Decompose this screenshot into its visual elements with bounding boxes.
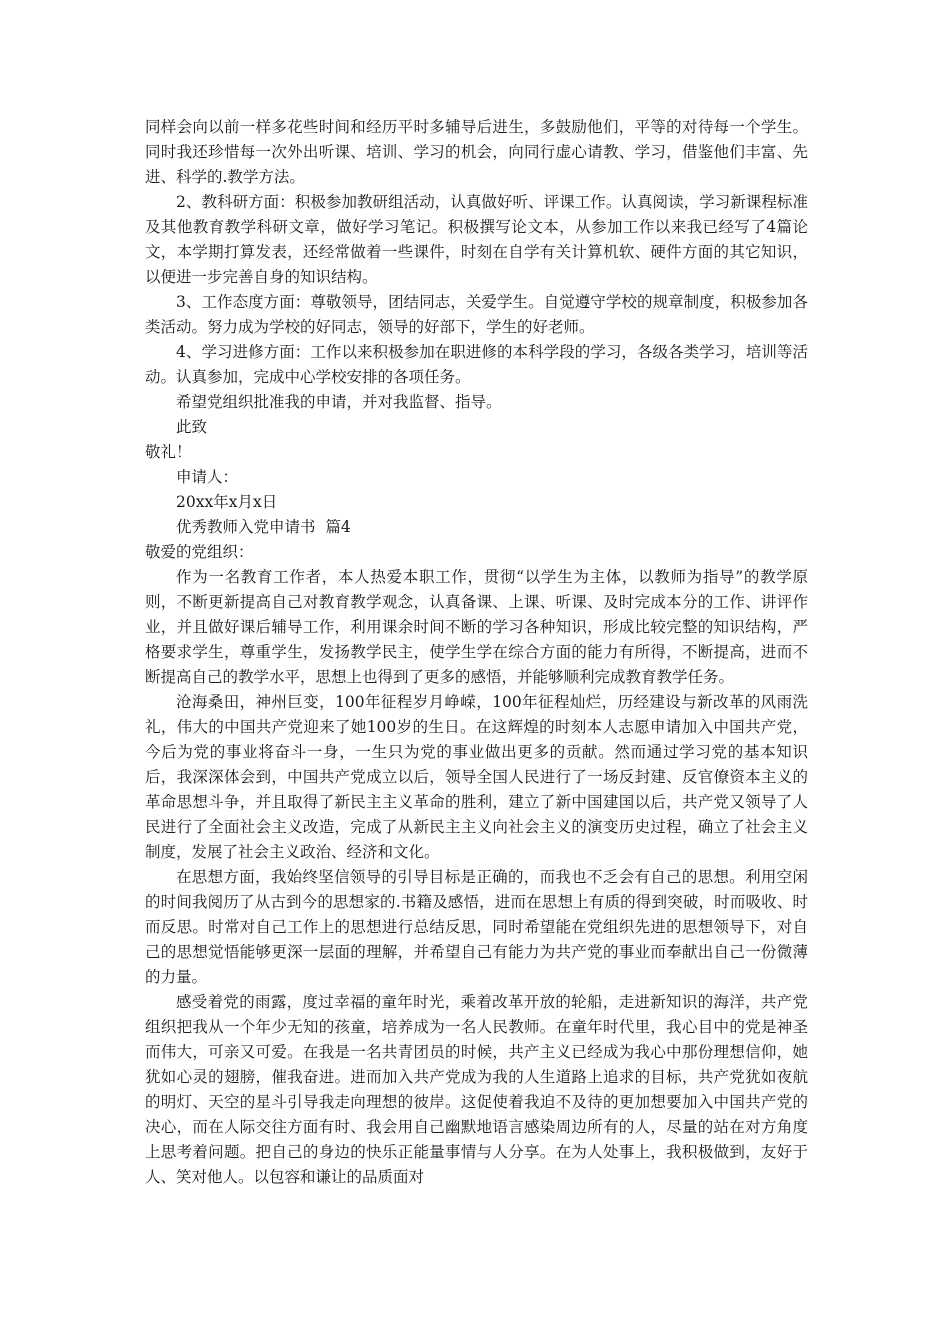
applicant-label: 申请人： (176, 468, 239, 486)
closing-regards: 敬礼！ (145, 443, 192, 461)
paragraph: 2、教科研方面：积极参加教研组活动，认真做好听、评课工作。认真阅读，学习新课程标准及其他教育教学科研文章，做好学习笔记。积极撰写论文本，从参加工作以来我已经写了4篇论文，本学期打算发表，还经常做着一些课件，时刻在自学有关计算机软、硬件方面的其它知识，以便进一步完善自身的知识结构。 (145, 193, 808, 286)
document-body (145, 115, 808, 1190)
paragraph: 感受着党的雨露，度过幸福的童年时光，乘着改革开放的轮船，走进新知识的海洋，共产党组织把我从一个年少无知的孩童，培养成为一名人民教师。在童年时代里，我心目中的党是神圣而伟大，可亲又可爱。在我是一名共青团员的时候，共产主义已经成为我心中那份理想信仰，她犹如心灵的翅膀，催我奋进。进而加入共产党成为我的人生道路上追求的目标，共产党犹如夜航的明灯、天空的星斗引导我走向理想的彼岸。这促使着我迫不及待的更加想要加入中国共产党的决心，而在人际交往方面有时、我会用自己幽默地语言感染周边所有的人，尽量的站在对方角度上思考着问题。把自己的身边的快乐正能量事情与人分享。在为人处事上，我积极做到，友好于人、笑对他人。以包容和谦让的品质面对 (145, 993, 808, 1186)
date-line: 20xx年x月x日 (176, 493, 278, 511)
closing-salutation: 此致 (176, 418, 208, 436)
paragraph: 希望党组织批准我的申请，并对我监督、指导。 (176, 393, 502, 411)
paragraph: 沧海桑田，神州巨变，100年征程岁月峥嵘，100年征程灿烂，历经建设与新改革的风雨洗礼，伟大的中国共产党迎来了她100岁的生日。在这辉煌的时刻本人志愿申请加入中国共产党，今后为党的事业将奋斗一身，一生只为党的事业做出更多的贡献。然而通过学习党的基本知识后，我深深体会到，中国共产党成立以后，领导全国人民进行了一场反封建、反官僚资本主义的革命思想斗争，并且取得了新民主主义革命的胜利，建立了新中国建国以后，共产党又领导了人民进行了全面社会主义改造，完成了从新民主主义向社会主义的演变历史过程，确立了社会主义制度，发展了社会主义政治、经济和文化。 (145, 693, 808, 861)
paragraph: 3、工作态度方面：尊敬领导，团结同志，关爱学生。自觉遵守学校的规章制度，积极参加各类活动。努力成为学校的好同志，领导的好部下，学生的好老师。 (145, 293, 808, 336)
greeting: 敬爱的党组织： (145, 543, 254, 561)
paragraph: 同样会向以前一样多花些时间和经历平时多辅导后进生，多鼓励他们，平等的对待每一个学生。同时我还珍惜每一次外出听课、培训、学习的机会，向同行虚心请教、学习，借鉴他们丰富、先进、科学的.教学方法。 (145, 118, 808, 186)
section-title: 优秀教师入党申请书 篇4 (176, 518, 351, 536)
paragraph: 在思想方面，我始终坚信领导的引导目标是正确的，而我也不乏会有自己的思想。利用空闲的时间我阅历了从古到今的思想家的.书籍及感悟，进而在思想上有质的得到突破，时而吸收、时而反思。时常对自己工作上的思想进行总结反思，同时希望能在党组织先进的思想领导下，对自己的思想觉悟能够更深一层面的理解，并希望自己有能力为共产党的事业而奉献出自己一份微薄的力量。 (145, 868, 808, 986)
paragraph: 作为一名教育工作者，本人热爱本职工作，贯彻“以学生为主体，以教师为指导”的教学原则，不断更新提高自己对教育教学观念，认真备课、上课、听课、及时完成本分的工作、讲评作业，并且做好课后辅导工作，利用课余时间不断的学习各种知识，形成比较完整的知识结构，严格要求学生，尊重学生，发扬教学民主，使学生学在综合方面的能力有所得，不断提高，进而不断提高自己的教学水平，思想上也得到了更多的感悟，并能够顺利完成教育教学任务。 (145, 568, 808, 686)
paragraph: 4、学习进修方面：工作以来积极参加在职进修的本科学段的学习，各级各类学习，培训等活动。认真参加，完成中心学校安排的各项任务。 (145, 343, 808, 386)
